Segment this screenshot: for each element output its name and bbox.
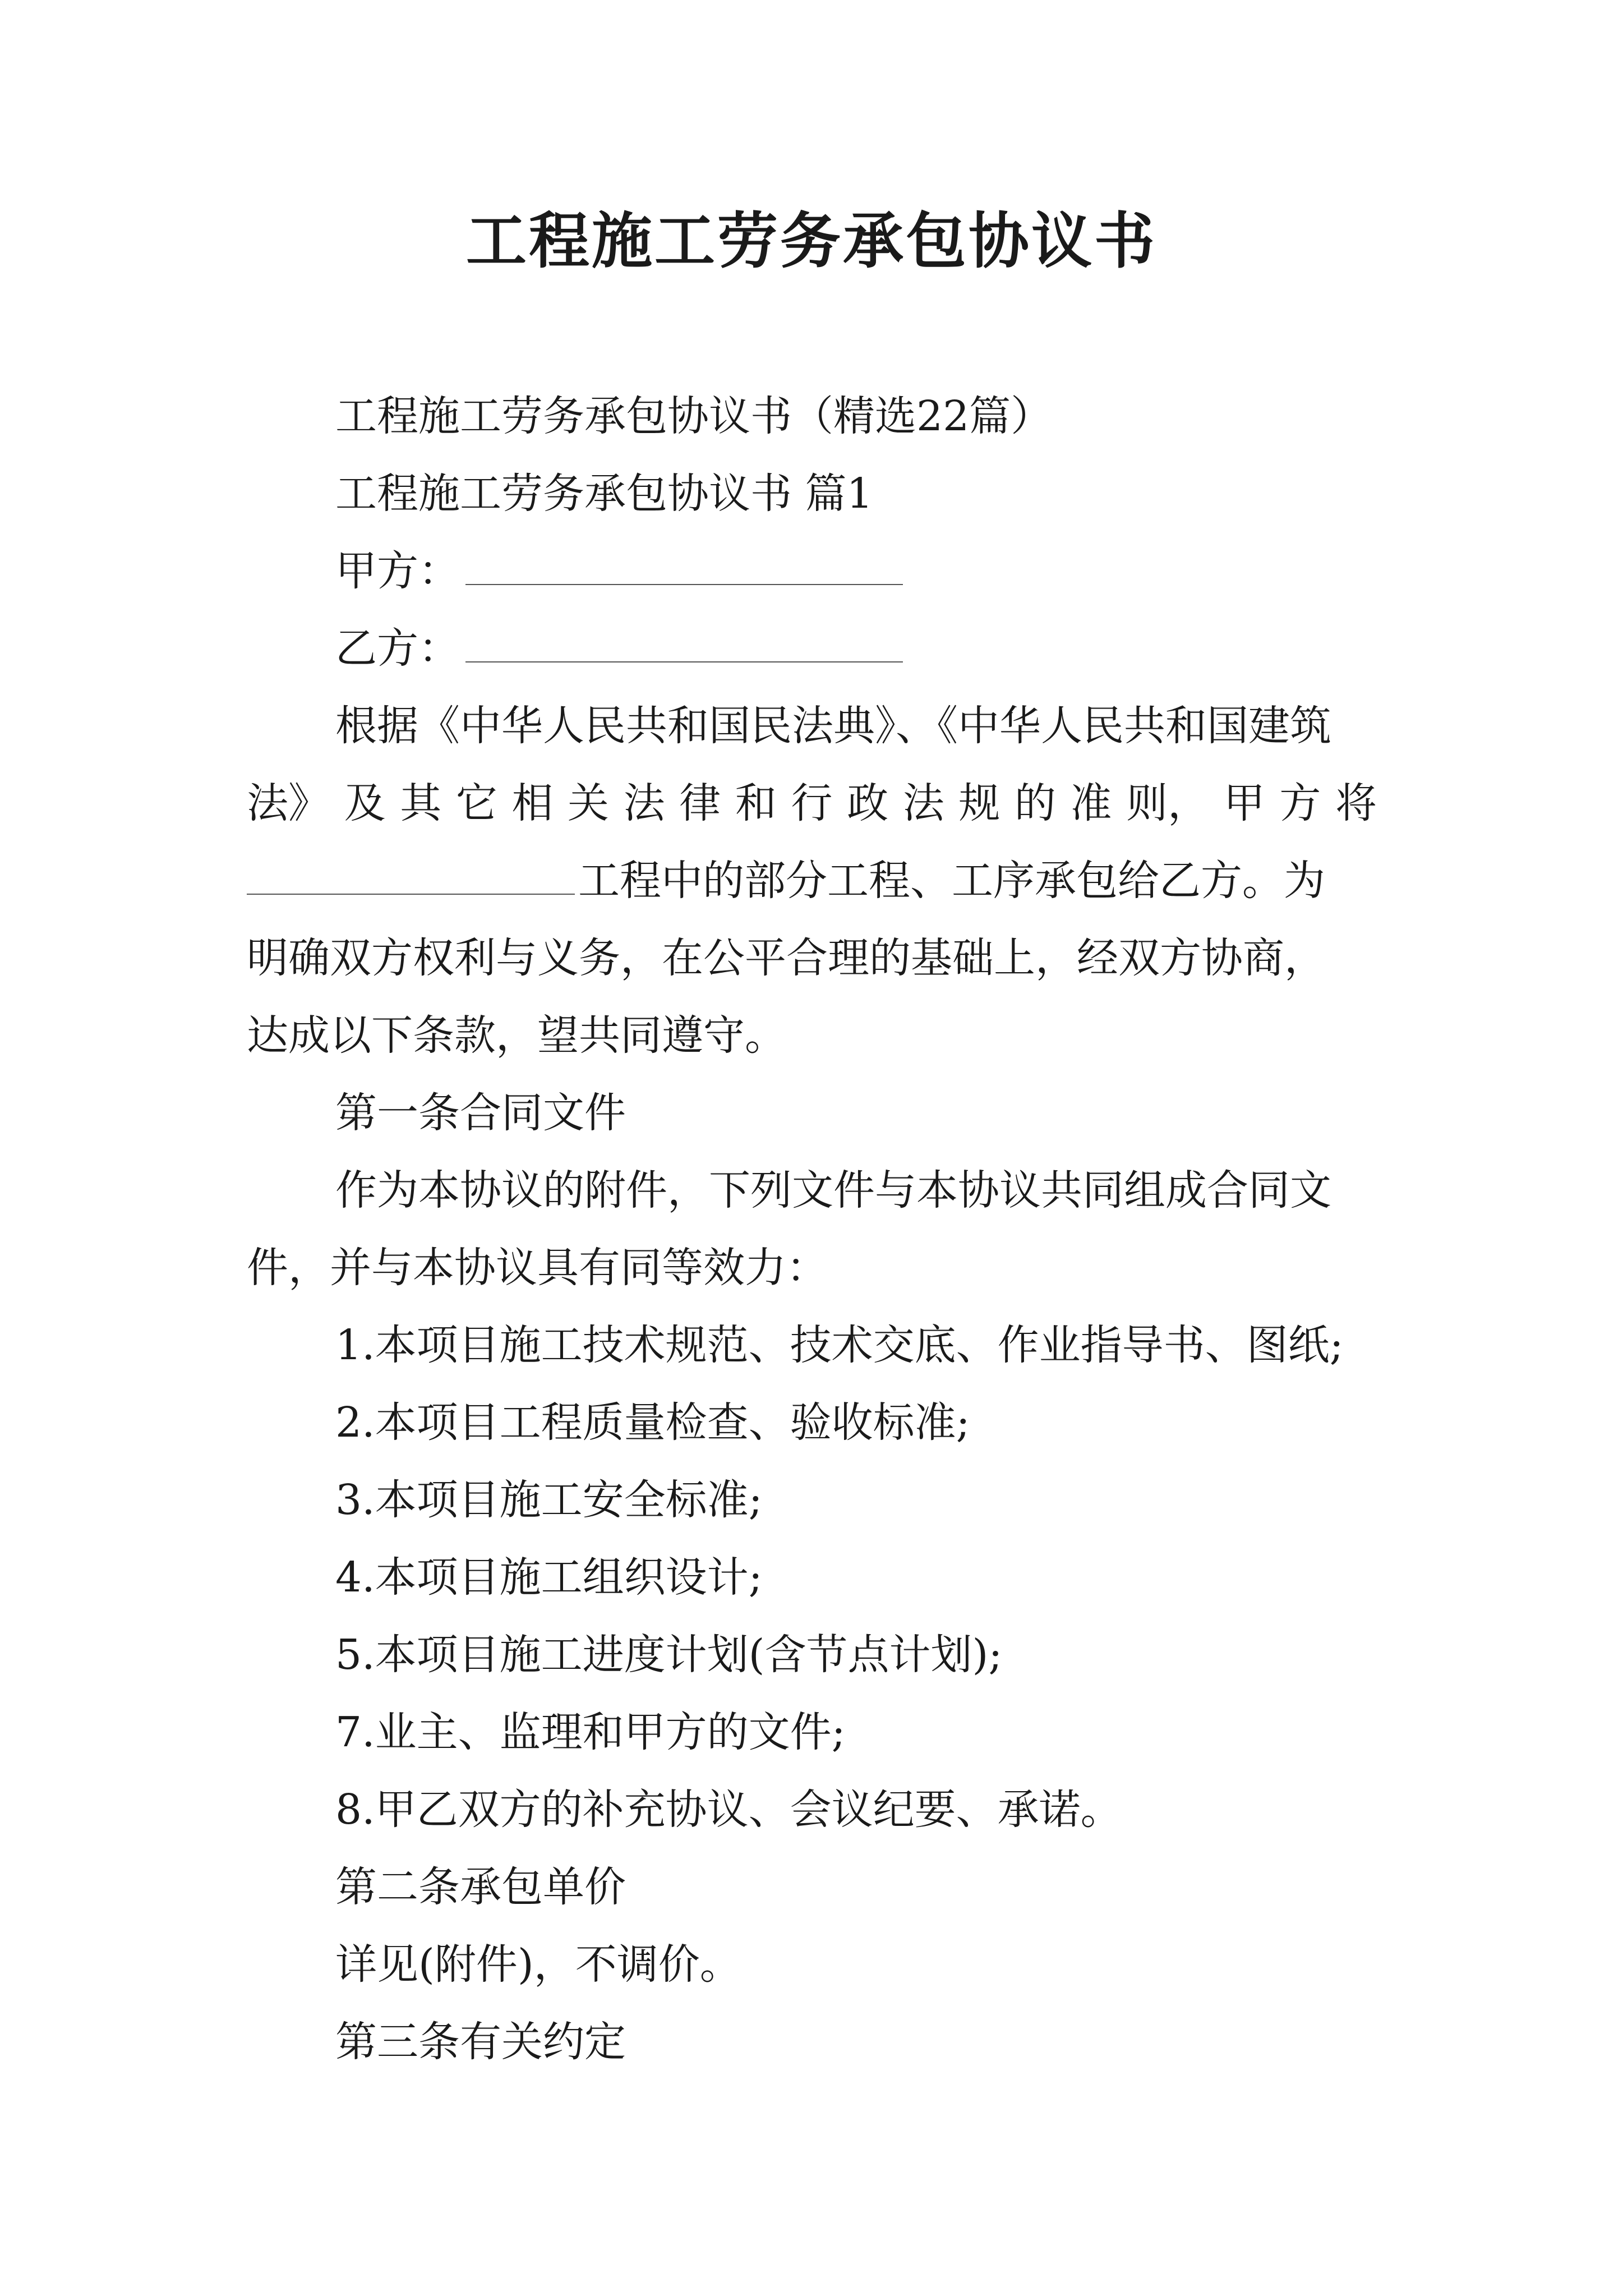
intro-line-2-char: 法 [902,779,944,827]
intro-line-2-char: 政 [847,779,889,827]
list-item: 2.本项目工程质量检查、验收标准; [335,1398,970,1447]
intro-line-2 [247,775,1377,831]
list-item: 3.本项目施工安全标准; [335,1476,763,1524]
intro-line-2-char: 它 [455,779,497,827]
intro-line-2-char: 行 [791,779,833,827]
party-b-line [335,620,903,677]
intro-line-4: 明确双方权利与义务，在公平合理的基础上，经双方协商， [247,934,1326,982]
intro-line-2-char: 律 [679,779,721,827]
intro-line-2-char: 甲 [1223,779,1265,827]
intro-line-2-char: 的 [1014,779,1056,827]
article-1-para-line-2: 件，并与本协议具有同等效力： [247,1244,828,1292]
intro-line-2-char: 其 [400,779,442,827]
article-1-para-line-1: 作为本协议的附件，下列文件与本协议共同组成合同文 [335,1166,1331,1214]
party-b-blank [465,628,903,662]
document-title: 工程施工劳务承包协议书 [465,206,1157,277]
list-item: 8.甲乙双方的补充协议、会议纪要、承诺。 [335,1786,1122,1834]
intro-line-5: 达成以下条款，望共同遵守。 [247,1011,786,1060]
party-a-blank [465,550,903,585]
list-item: 5.本项目施工进度计划(含节点计划); [335,1631,1003,1679]
intro-line-2-char: 则， [1126,779,1210,827]
intro-line-2-char: 准 [1070,779,1112,827]
list-item: 7.业主、监理和甲方的文件; [335,1708,846,1756]
intro-line-3 [247,853,1325,909]
intro-line-2-char: 方 [1279,779,1321,827]
list-item: 4.本项目施工组织设计; [335,1553,763,1602]
list-item: 1.本项目施工技术规范、技术交底、作业指导书、图纸; [335,1321,1344,1369]
chapter-heading: 工程施工劳务承包协议书 篇1 [335,470,873,518]
party-b-label: 乙方： [335,624,460,673]
intro-line-3-text: 工程中的部分工程、工序承包给乙方。为 [578,857,1325,905]
intro-line-2-char: 相 [511,779,554,827]
intro-line-2-char: 和 [735,779,777,827]
intro-line-1: 根据《中华人民共和国民法典》、《中华人民共和国建筑 [335,702,1331,750]
subtitle: 工程施工劳务承包协议书（精选22篇） [335,392,1053,440]
article-3-heading: 第三条有关约定 [335,2018,626,2066]
intro-line-2-char: 关 [568,779,610,827]
article-2-heading: 第二条承包单价 [335,1863,626,1911]
article-2-text: 详见(附件)，不调价。 [335,1940,741,1989]
party-a-line [335,543,903,599]
intro-line-2-char: 法 [623,779,665,827]
party-a-label: 甲方： [335,547,460,595]
intro-line-2-char: 规 [958,779,1000,827]
intro-line-2-char: 法》 [247,779,330,827]
intro-line-2-char: 将 [1335,779,1377,827]
intro-line-2-char: 及 [344,779,386,827]
project-name-blank [247,860,575,895]
article-1-heading: 第一条合同文件 [335,1089,626,1137]
